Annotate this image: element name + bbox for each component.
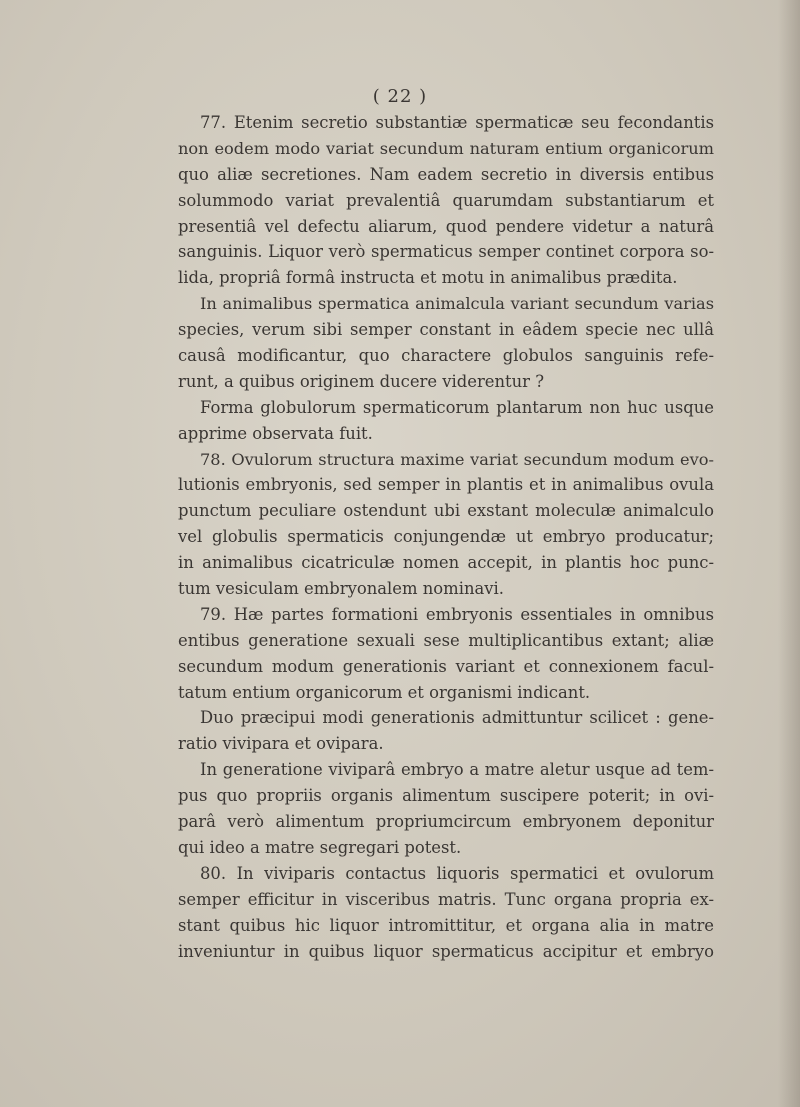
text-line: Duo præcipui modi generationis admittuntur scilicet : gene-: [200, 708, 714, 728]
text-line: runt, a quibus originem ducere viderentur ?: [178, 371, 545, 391]
text-line: Forma globulorum spermaticorum plantarum non huc usque: [200, 397, 714, 417]
text-line: 77. Etenim secretio substantiæ spermaticæ seu fecondantis: [200, 113, 714, 132]
text-line: causâ modificantur, quo charactere globulos sanguinis refe-: [178, 346, 714, 366]
text-line: semper efficitur in visceribus matris. Tunc organa propria ex-: [178, 889, 714, 909]
text-line: apprime observata fuit.: [178, 423, 373, 443]
text-line: In generatione viviparâ embryo a matre aletur usque ad tem-: [200, 760, 714, 780]
page-number: ( 22 ): [372, 86, 428, 107]
text-line: entibus generatione sexuali sese multiplicantibus extant; aliæ: [178, 630, 714, 650]
text-line: In animalibus spermatica animalcula variant secundum varias: [200, 294, 714, 314]
text-line: 79. Hæ partes formationi embryonis essentiales in omnibus: [200, 604, 714, 624]
text-line: tum vesiculam embryonalem nominavi.: [178, 579, 504, 599]
text-line: solummodo variat prevalentiâ quarumdam substantiarum et: [178, 190, 714, 210]
text-line: vel globulis spermaticis conjungendæ ut embryo producatur;: [178, 527, 714, 547]
text-line: inveniuntur in quibus liquor spermaticus accipitur et embryo: [178, 941, 714, 961]
text-line: ratio vivipara et ovipara.: [178, 734, 384, 754]
text-line: 78. Ovulorum structura maxime variat secundum modum evo-: [200, 449, 714, 469]
text-line: pus quo propriis organis alimentum suscipere poterit; in ovi-: [178, 786, 714, 806]
text-line: lutionis embryonis, sed semper in plantis et in animalibus ovula: [178, 475, 714, 495]
text-line: secundum modum generationis variant et connexionem facul-: [178, 656, 714, 676]
text-line: punctum peculiare ostendunt ubi exstant moleculæ animalculo: [178, 501, 714, 521]
text-line: quo aliæ secretiones. Nam eadem secretio in diversis entibus: [178, 164, 714, 184]
text-line: stant quibus hic liquor intromittitur, et organa alia in matre: [178, 915, 714, 935]
text-line: lida, propriâ formâ instructa et motu in animalibus prædita.: [178, 268, 678, 288]
text-line: parâ verò alimentum propriumcircum embryonem deponitur: [178, 812, 714, 832]
text-line: in animalibus cicatriculæ nomen accepit, in plantis hoc punc-: [178, 553, 714, 573]
text-line: non eodem modo variat secundum naturam entium organicorum: [178, 138, 714, 158]
text-line: sanguinis. Liquor verò spermaticus semper continet corpora so-: [178, 242, 714, 262]
text-line: species, verum sibi semper constant in eâdem specie nec ullâ: [178, 320, 714, 340]
text-line: tatum entium organicorum et organismi indicant.: [178, 682, 591, 702]
text-line: qui ideo a matre segregari potest.: [178, 837, 462, 857]
text-line: 80. In viviparis contactus liquoris spermatici et ovulorum: [200, 863, 714, 883]
text-line: presentiâ vel defectu aliarum, quod pendere videtur a naturâ: [178, 216, 714, 236]
page-edge-shadow: [778, 0, 800, 1107]
body-text: [178, 110, 714, 964]
